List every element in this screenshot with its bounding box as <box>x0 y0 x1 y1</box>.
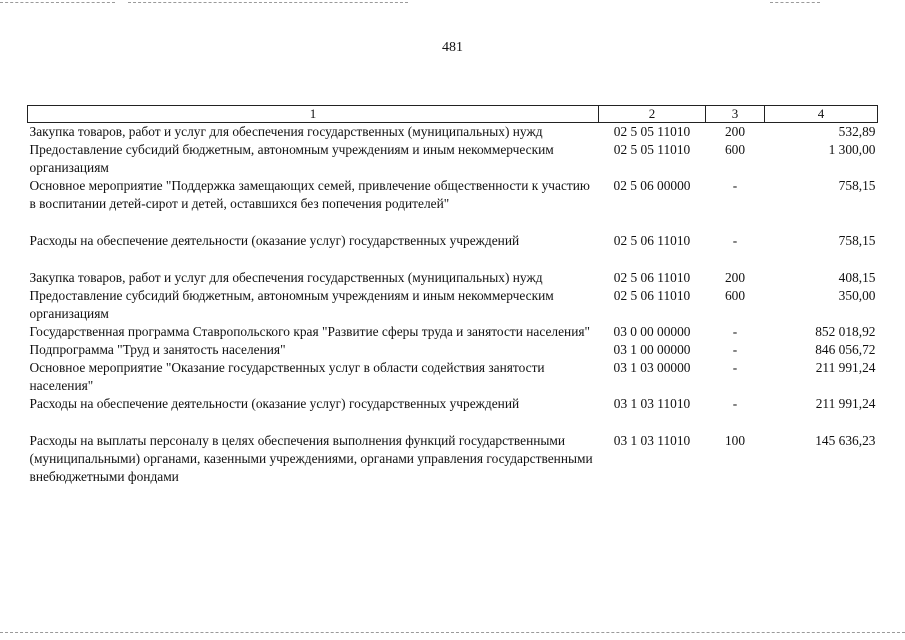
target-code: 03 1 00 00000 <box>613 342 691 357</box>
table-row <box>28 232 878 269</box>
table-row <box>28 269 878 287</box>
amount: 211 991,24 <box>815 396 876 411</box>
expense-type: - <box>732 178 738 193</box>
amount: 1 300,00 <box>828 142 876 157</box>
expense-type: 200 <box>724 270 746 285</box>
budget-table <box>27 105 878 486</box>
table-row <box>28 432 878 486</box>
amount: 145 636,23 <box>815 433 876 448</box>
expense-name: Предоставление субсидий бюджетным, автономным учреждениям и иным некоммерческим организациям <box>29 288 554 321</box>
target-code: 03 1 03 00000 <box>613 360 691 375</box>
scan-edge-top-right <box>770 2 820 3</box>
table-row <box>28 141 878 177</box>
table-row <box>28 123 878 142</box>
expense-name: Расходы на выплаты персоналу в целях обеспечения выполнения функций государственными (муниципальными) органами, казенными учреждениями, органами управления государственными внебюджетными фондами <box>29 433 593 484</box>
target-code: 02 5 06 00000 <box>613 178 691 193</box>
amount: 758,15 <box>838 233 876 248</box>
table-row <box>28 341 878 359</box>
expense-type: 600 <box>724 288 746 303</box>
target-code: 02 5 05 11010 <box>613 124 691 139</box>
table-row <box>28 177 878 232</box>
expense-name: Закупка товаров, работ и услуг для обеспечения государственных (муниципальных) нужд <box>29 270 543 285</box>
amount: 211 991,24 <box>815 360 876 375</box>
scan-edge-top-left <box>0 2 115 3</box>
column-header-1: 1 <box>28 106 599 123</box>
expense-name: Основное мероприятие "Поддержка замещающих семей, привлечение общественности к участию в воспитании детей-сирот и детей, оставшихся без попечения родителей" <box>29 178 590 211</box>
scan-edge-top-middle <box>128 2 408 3</box>
target-code: 02 5 06 11010 <box>613 270 691 285</box>
expense-name: Расходы на обеспечение деятельности (оказание услуг) государственных учреждений <box>29 233 520 248</box>
amount: 852 018,92 <box>815 324 876 339</box>
table-row <box>28 323 878 341</box>
table-row <box>28 287 878 323</box>
expense-type: 100 <box>724 433 746 448</box>
table-row <box>28 395 878 432</box>
target-code: 03 0 00 00000 <box>613 324 691 339</box>
column-header-2: 2 <box>599 106 706 123</box>
expense-name: Государственная программа Ставропольского края "Развитие сферы труда и занятости населения" <box>29 324 591 339</box>
expense-type: - <box>732 360 738 375</box>
expense-type: - <box>732 233 738 248</box>
target-code: 03 1 03 11010 <box>613 396 691 411</box>
expense-name: Подпрограмма "Труд и занятость населения" <box>29 342 286 357</box>
expense-name: Предоставление субсидий бюджетным, автономным учреждениям и иным некоммерческим организациям <box>29 142 554 175</box>
page-number: 481 <box>442 40 463 55</box>
expense-name: Основное мероприятие "Оказание государственных услуг в области содействия занятости населения" <box>29 360 545 393</box>
expense-type: - <box>732 396 738 411</box>
amount: 758,15 <box>838 178 876 193</box>
expense-type: 600 <box>724 142 746 157</box>
target-code: 02 5 06 11010 <box>613 288 691 303</box>
expense-type: - <box>732 342 738 357</box>
amount: 532,89 <box>838 124 876 139</box>
table-header-row <box>28 106 878 123</box>
amount: 350,00 <box>838 288 876 303</box>
amount: 846 056,72 <box>815 342 876 357</box>
column-header-4: 4 <box>765 106 878 123</box>
expense-name: Закупка товаров, работ и услуг для обеспечения государственных (муниципальных) нужд <box>29 124 543 139</box>
amount: 408,15 <box>838 270 876 285</box>
expense-name: Расходы на обеспечение деятельности (оказание услуг) государственных учреждений <box>29 396 520 411</box>
target-code: 02 5 05 11010 <box>613 142 691 157</box>
expense-type: - <box>732 324 738 339</box>
target-code: 02 5 06 11010 <box>613 233 691 248</box>
expense-type: 200 <box>724 124 746 139</box>
column-header-3: 3 <box>706 106 765 123</box>
table-row <box>28 359 878 395</box>
target-code: 03 1 03 11010 <box>613 433 691 448</box>
scan-edge-bottom <box>0 632 905 633</box>
